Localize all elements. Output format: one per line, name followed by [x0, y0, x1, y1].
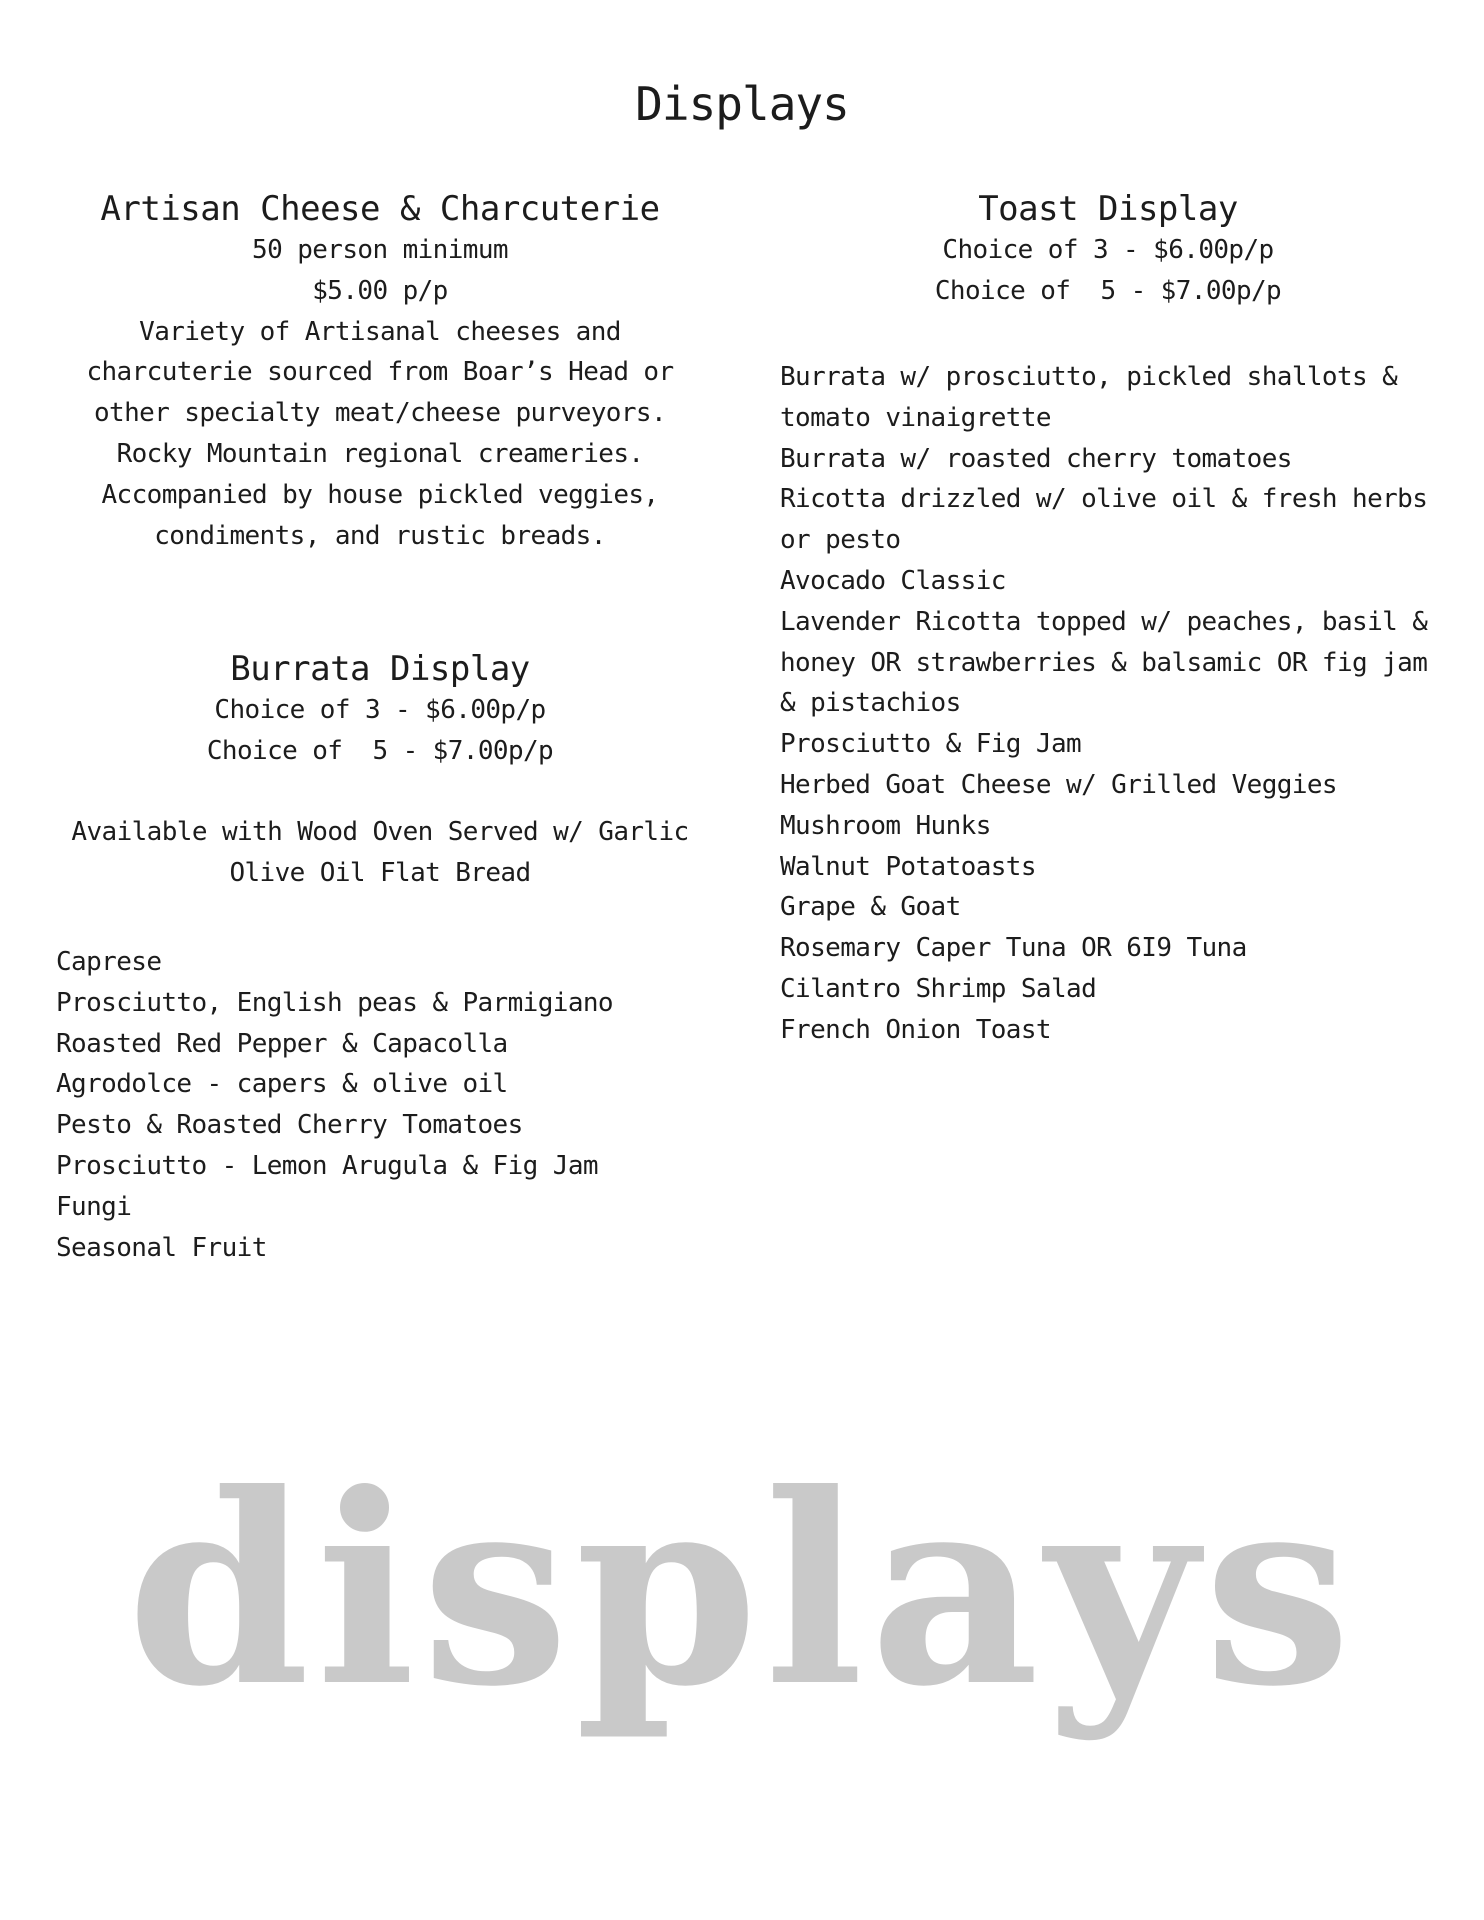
toast-section — [758, 188, 1458, 312]
toast-item: Rosemary Caper Tuna OR 6I9 Tuna — [780, 933, 1247, 964]
toast-item: honey OR strawberries & balsamic OR fig jam — [780, 647, 1428, 678]
watermark-text: displays — [126, 1436, 1358, 1744]
burrata-price-5: Choice of 5 - $7.00p/p — [206, 735, 554, 766]
burrata-price-3: Choice of 3 - $6.00p/p — [214, 695, 546, 725]
cheese-description-line: Variety of Artisanal cheeses and — [139, 316, 621, 347]
burrata-item: Roasted Red Pepper & Capacolla — [56, 1028, 508, 1059]
toast-item: Avocado Classic — [780, 565, 1006, 596]
burrata-items — [56, 942, 716, 1268]
cheese-description-line: Accompanied by house pickled veggies, — [101, 479, 659, 510]
toast-item: Walnut Potatoasts — [780, 851, 1036, 882]
burrata-title: Burrata Display — [230, 649, 530, 689]
toast-item: Burrata w/ prosciutto, pickled shallots & — [780, 362, 1398, 392]
burrata-item: Seasonal Fruit — [56, 1232, 267, 1263]
burrata-note-line: Olive Oil Flat Bread — [229, 857, 531, 888]
burrata-item: Prosciutto, English peas & Parmigiano — [56, 987, 613, 1018]
page-title: Displays — [635, 77, 849, 131]
toast-item: Mushroom Hunks — [780, 810, 991, 841]
toast-item: Burrata w/ roasted cherry tomatoes — [780, 443, 1292, 474]
burrata-item: Agrodolce - capers & olive oil — [56, 1069, 508, 1100]
burrata-item: Fungi — [56, 1191, 132, 1222]
burrata-note — [40, 812, 720, 894]
cheese-price: $5.00 p/p — [312, 275, 448, 306]
burrata-item: Caprese — [56, 947, 162, 977]
toast-item: & pistachios — [780, 688, 961, 719]
toast-item: Grape & Goat — [780, 892, 961, 923]
toast-item: Ricotta drizzled w/ olive oil & fresh herbs — [780, 484, 1428, 515]
burrata-section — [40, 648, 720, 772]
toast-item: French Onion Toast — [780, 1014, 1051, 1045]
toast-item: Herbed Goat Cheese w/ Grilled Veggies — [780, 769, 1337, 800]
toast-item: tomato vinaigrette — [780, 402, 1051, 433]
burrata-note-line: Available with Wood Oven Served w/ Garlic — [71, 817, 689, 847]
burrata-item: Prosciutto - Lemon Arugula & Fig Jam — [56, 1150, 598, 1181]
toast-item: Lavender Ricotta topped w/ peaches, basil & — [780, 606, 1428, 637]
toast-items — [780, 357, 1470, 1051]
cheese-minimum: 50 person minimum — [252, 235, 508, 265]
cheese-description-line: condiments, and rustic breads. — [154, 520, 606, 551]
toast-price-5: Choice of 5 - $7.00p/p — [934, 275, 1282, 306]
cheese-description-line: Rocky Mountain regional creameries. — [116, 438, 644, 469]
cheese-description-line: other specialty meat/cheese purveyors. — [93, 398, 667, 429]
cheese-title: Artisan Cheese & Charcuterie — [100, 189, 660, 229]
cheese-section — [40, 188, 720, 556]
toast-item: Prosciutto & Fig Jam — [780, 729, 1082, 760]
burrata-item: Pesto & Roasted Cherry Tomatoes — [56, 1110, 523, 1141]
toast-price-3: Choice of 3 - $6.00p/p — [942, 235, 1274, 265]
toast-item: Cilantro Shrimp Salad — [780, 973, 1097, 1004]
cheese-description-line: charcuterie sourced from Boar’s Head or — [86, 357, 674, 388]
toast-title: Toast Display — [978, 189, 1238, 229]
toast-item: or pesto — [780, 525, 901, 556]
